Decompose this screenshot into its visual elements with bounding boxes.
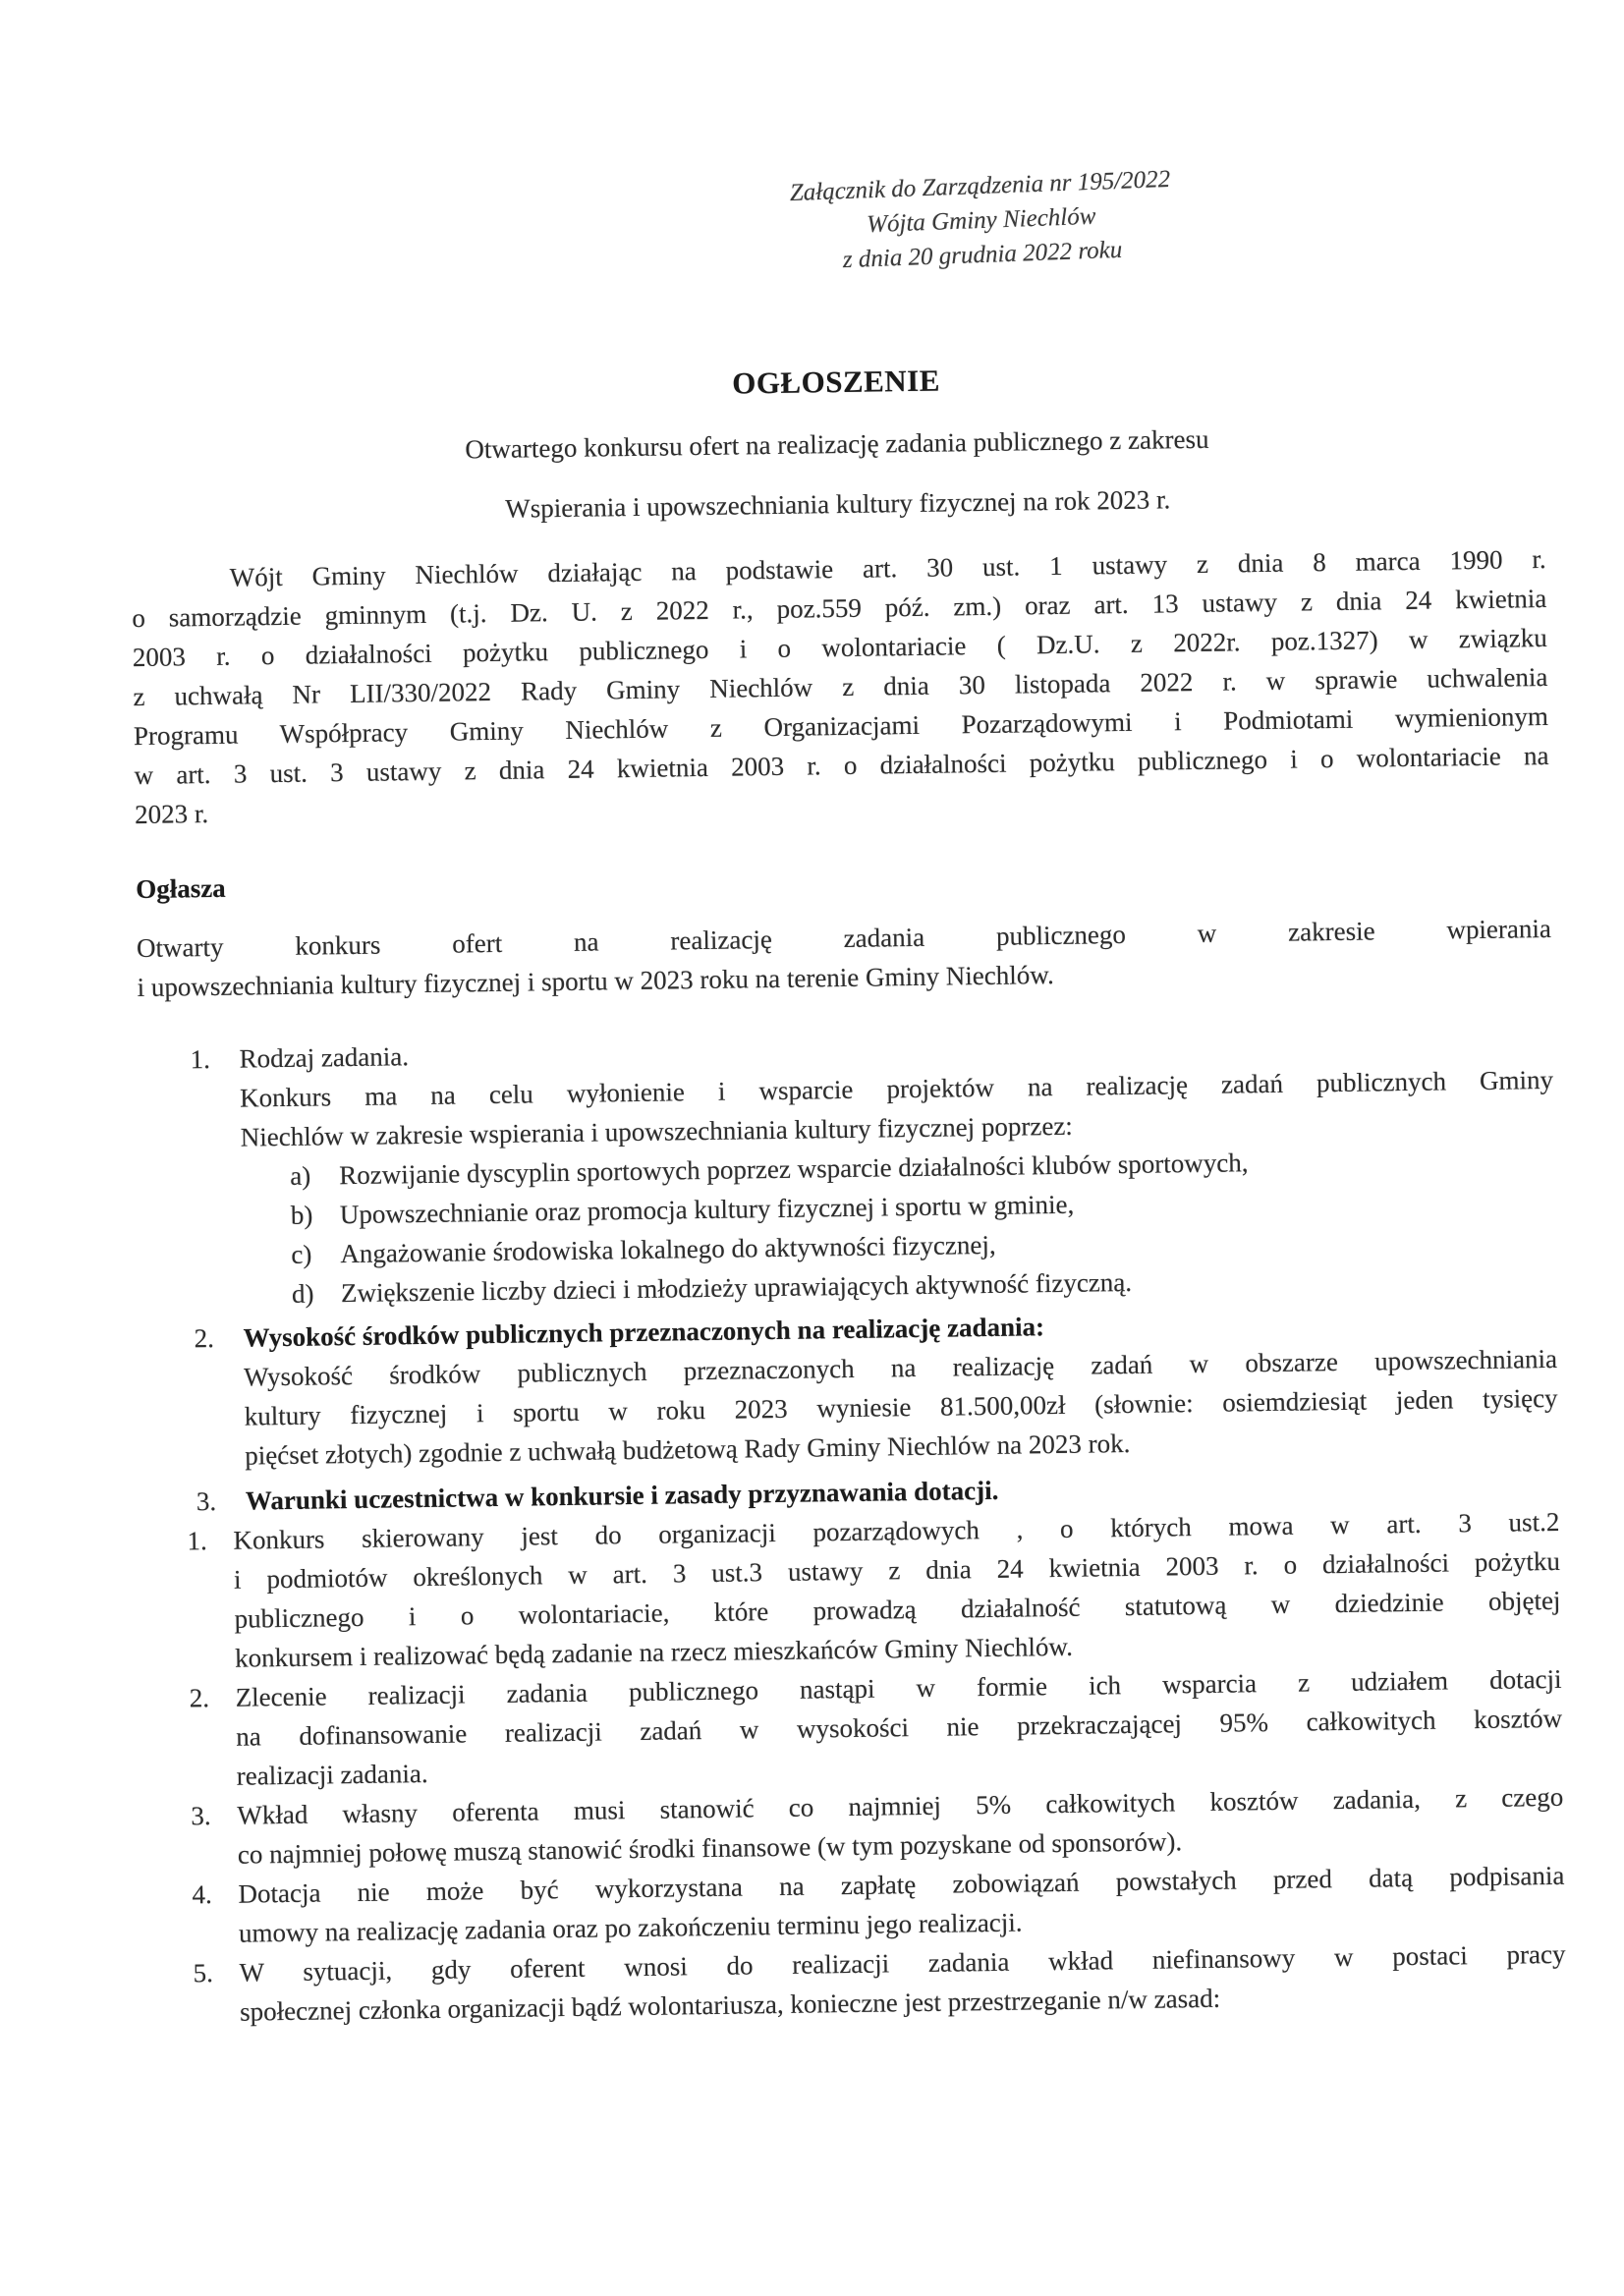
text-line: umowy na realizację zadania oraz po zakończeniu terminu jego realizacji. <box>238 1907 1023 1948</box>
announce-heading: Ogłasza <box>135 872 226 905</box>
text-line: realizacji zadania. <box>236 1758 428 1791</box>
section-number: 3. <box>196 1485 217 1517</box>
text-line: w art. 3 ust. 3 ustawy z dnia 24 kwietnia 2003 r. o działalności pożytku publicznego i o wolontariacie na <box>134 740 1549 791</box>
attachment-note-line: Załącznik do Zarządzenia nr 195/2022 <box>789 165 1171 207</box>
text-line: Wkład własny oferenta musi stanowić co najmniej 5% całkowitych kosztów zadania, z czego <box>237 1781 1564 1830</box>
list-item-text: Rozwijanie dyscyplin sportowych poprzez wsparcie działalności klubów sportowych, <box>339 1148 1249 1191</box>
text-line: społecznej członka organizacji bądź wolontariusza, konieczne jest przestrzeganie n/w zasad: <box>239 1983 1221 2027</box>
text-line: Dotacja nie może być wykorzystana na zapłatę zobowiązań powstałych przed datą podpisania <box>238 1860 1565 1909</box>
text-line: 2003 r. o działalności pożytku publicznego i o wolontariacie ( Dz.U. z 2022r. poz.1327) w związku <box>132 622 1547 673</box>
text-line: Otwarty konkurs ofert na realizację zadania publicznego w zakresie wpierania <box>136 913 1552 964</box>
list-item-marker: c) <box>291 1239 312 1269</box>
text-line: Wójt Gminy Niechlów działając na podstawie art. 30 ust. 1 ustawy z dnia 8 marca 1990 r. <box>229 543 1546 592</box>
numbered-item <box>144 1502 1561 1679</box>
subtitle-line: Otwartego konkursu ofert na realizację zadania publicznego z zakresu <box>465 423 1209 465</box>
text-line: publicznego i o wolontariacie, które prowadzą działalność statutową w dziedzinie objętej <box>234 1585 1561 1634</box>
section-rodzaj-zadania <box>138 1021 1556 1316</box>
section-number: 1. <box>190 1044 211 1075</box>
text-line: Programu Współpracy Gminy Niechlów z Organizacjami Pozarządowymi i Podmiotami wymienionym <box>133 700 1549 752</box>
text-line: pięćset złotych) zgodnie z uchwałą budżetową Rady Gminy Niechlów na 2023 rok. <box>245 1428 1131 1471</box>
text-line: Niechlów w zakresie wspierania i upowszechniania kultury fizycznej poprzez: <box>240 1110 1074 1152</box>
text-line: 2023 r. <box>134 799 209 830</box>
list-item-marker: 2. <box>189 1683 210 1713</box>
text-line: z uchwałą Nr LII/330/2022 Rady Gminy Niechlów z dnia 30 listopada 2022 r. w sprawie uchwalenia <box>133 661 1548 712</box>
numbered-item <box>146 1659 1563 1797</box>
document-title: OGŁOSZENIE <box>731 363 941 401</box>
list-item-marker: 5. <box>193 1958 214 1988</box>
section-body <box>142 1339 1559 1477</box>
list-item-marker: a) <box>290 1160 311 1191</box>
announce-paragraph <box>137 909 1552 1007</box>
list-item-text: Angażowanie środowiska lokalnego do aktywności fizycznej, <box>340 1229 996 1269</box>
list-item-marker: 1. <box>187 1526 207 1556</box>
list-item-marker: 4. <box>192 1879 212 1910</box>
section-heading: Rodzaj zadania. <box>239 1041 410 1074</box>
intro-paragraph <box>132 539 1550 834</box>
section-wysokosc-srodkow <box>141 1300 1558 1477</box>
list-item-text: Upowszechnianie oraz promocja kultury fizycznej i sportu w gminie, <box>339 1189 1075 1230</box>
list-item-marker: b) <box>290 1200 313 1230</box>
section-number: 2. <box>194 1322 215 1354</box>
text-line: i upowszechniania kultury fizycznej i sportu w 2023 roku na terenie Gminy Niechlów. <box>137 960 1054 1003</box>
list-item-text: Zwiększenie liczby dzieci i młodzieży uprawiających aktywność fizyczną. <box>340 1266 1133 1309</box>
text-line: i podmiotów określonych w art. 3 ust.3 ustawy z dnia 24 kwietnia 2003 r. o działalności pożytku <box>233 1545 1561 1595</box>
text-line: Zlecenie realizacji zadania publicznego nastąpi w formie ich wsparcia z udziałem dotacji <box>235 1663 1562 1712</box>
section-warunki-uczestnictwa <box>144 1463 1567 2033</box>
text-line: W sytuacji, gdy oferent wnosi do realizacji zadania wkład niefinansowy w postaci pracy <box>239 1938 1566 1988</box>
text-line: Konkurs skierowany jest do organizacji pozarządowych , o których mowa w art. 3 ust.2 <box>233 1506 1560 1555</box>
list-item-marker: d) <box>291 1278 314 1309</box>
subtitle-line: Wspierania i upowszechniania kultury fizycznej na rok 2023 r. <box>505 484 1171 524</box>
section-heading: Warunki uczestnictwa w konkursie i zasady przyznawania dotacji. <box>245 1475 999 1516</box>
text-line: co najmniej połowę muszą stanowić środki finansowe (w tym pozyskane od sponsorów). <box>237 1826 1183 1870</box>
section-heading: Wysokość środków publicznych przeznaczonych na realizację zadania: <box>243 1312 1045 1353</box>
text-line: o samorządzie gminnym (t.j. Dz. U. z 2022 r., poz.559 póź. zm.) oraz art. 13 ustawy z dnia 24 kwietnia <box>132 583 1547 634</box>
text-line: Wysokość środków publicznych przeznaczonych na realizację zadań w obszarze upowszechniania <box>243 1343 1558 1392</box>
text-line: Konkurs ma na celu wyłonienie i wsparcie projektów na realizację zadań publicznych Gminy <box>239 1064 1554 1113</box>
attachment-note <box>758 161 1204 280</box>
text-line: na dofinansowanie realizacji zadań w wysokości nie przekraczającej 95% całkowitych kosztów <box>236 1703 1563 1752</box>
text-line: kultury fizycznej i sportu w roku 2023 wyniesie 81.500,00zł (słownie: osiemdziesiąt jeden tysięcy <box>244 1382 1558 1431</box>
list-item-marker: 3. <box>191 1801 211 1831</box>
attachment-note-line: z dnia 20 grudnia 2022 roku <box>842 236 1123 274</box>
attachment-note-line: Wójta Gminy Niechlów <box>866 202 1096 239</box>
text-line: konkursem i realizować będą zadanie na rzecz mieszkańców Gminy Niechlów. <box>234 1631 1074 1673</box>
